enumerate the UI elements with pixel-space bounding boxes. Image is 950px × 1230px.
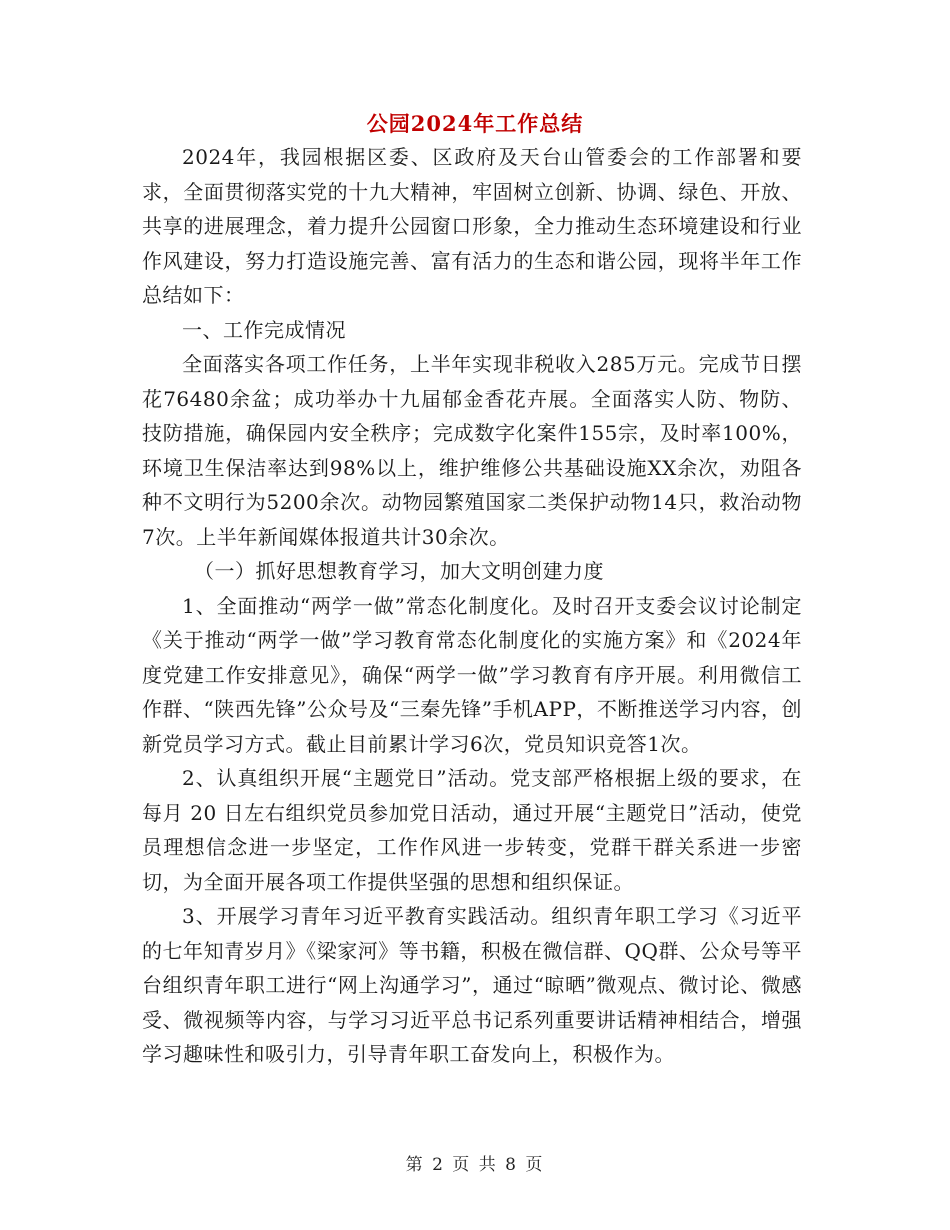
page-number-footer: 第 2 页 共 8 页 — [405, 1155, 545, 1175]
intro-paragraph: 2024年，我园根据区委、区政府及天台山管委会的工作部署和要求，全面贯彻落实党的十九大精神，牢固树立创新、协调、绿色、开放、共享的进展理念，着力提升公园窗口形象，全力推动生态环境建设和行业作风建设，努力打造设施完善、富有活力的生态和谐公园，现将半年工作总结如下： — [142, 145, 802, 307]
document-body — [142, 140, 802, 1072]
item-paragraph-3: 3、开展学习青年习近平教育实践活动。组织青年职工学习《习近平的七年知青岁月》《梁家河》等书籍，积极在微信群、QQ群、公众号等平台组织青年职工进行“网上沟通学习”，通过“晾晒”微观点、微讨论、微感受、微视频等内容，与学习习近平总书记系列重要讲话精神相结合，增强学习趣味性和吸引力，引导青年职工奋发向上，积极作为。 — [142, 904, 802, 1066]
item-paragraph-2: 2、认真组织开展“主题党日”活动。党支部严格根据上级的要求，在每月 20 日左右组织党员参加党日活动，通过开展“主题党日”活动，使党员理想信念进一步坚定，工作作风进一步转变，党群干群关系进一步密切，为全面开展各项工作提供坚强的思想和组织保证。 — [142, 766, 802, 894]
summary-paragraph: 全面落实各项工作任务，上半年实现非税收入285万元。完成节日摆花76480余盆；成功举办十九届郁金香花卉展。全面落实人防、物防、技防措施，确保园内安全秩序；完成数字化案件155宗，及时率100%，环境卫生保洁率达到98%以上，维护维修公共基础设施XX余次，劝阻各种不文明行为5200余次。动物园繁殖国家二类保护动物14只，救治动物7次。上半年新闻媒体报道共计30余次。 — [142, 352, 802, 549]
document-title: 公园2024年工作总结 — [366, 111, 584, 136]
subsection-heading: （一）抓好思想教育学习，加大文明创建力度 — [194, 559, 604, 583]
section-heading: 一、工作完成情况 — [182, 317, 346, 342]
item-paragraph-1: 1、全面推动“两学一做”常态化制度化。及时召开支委会议讨论制定《关于推动“两学一做”学习教育常态化制度化的实施方案》和《2024年度党建工作安排意见》，确保“两学一做”学习教育有序开展。利用微信工作群、“陕西先锋”公众号及“三秦先锋”手机APP，不断推送学习内容，创新党员学习方式。截止目前累计学习6次，党员知识竞答1次。 — [142, 593, 802, 756]
